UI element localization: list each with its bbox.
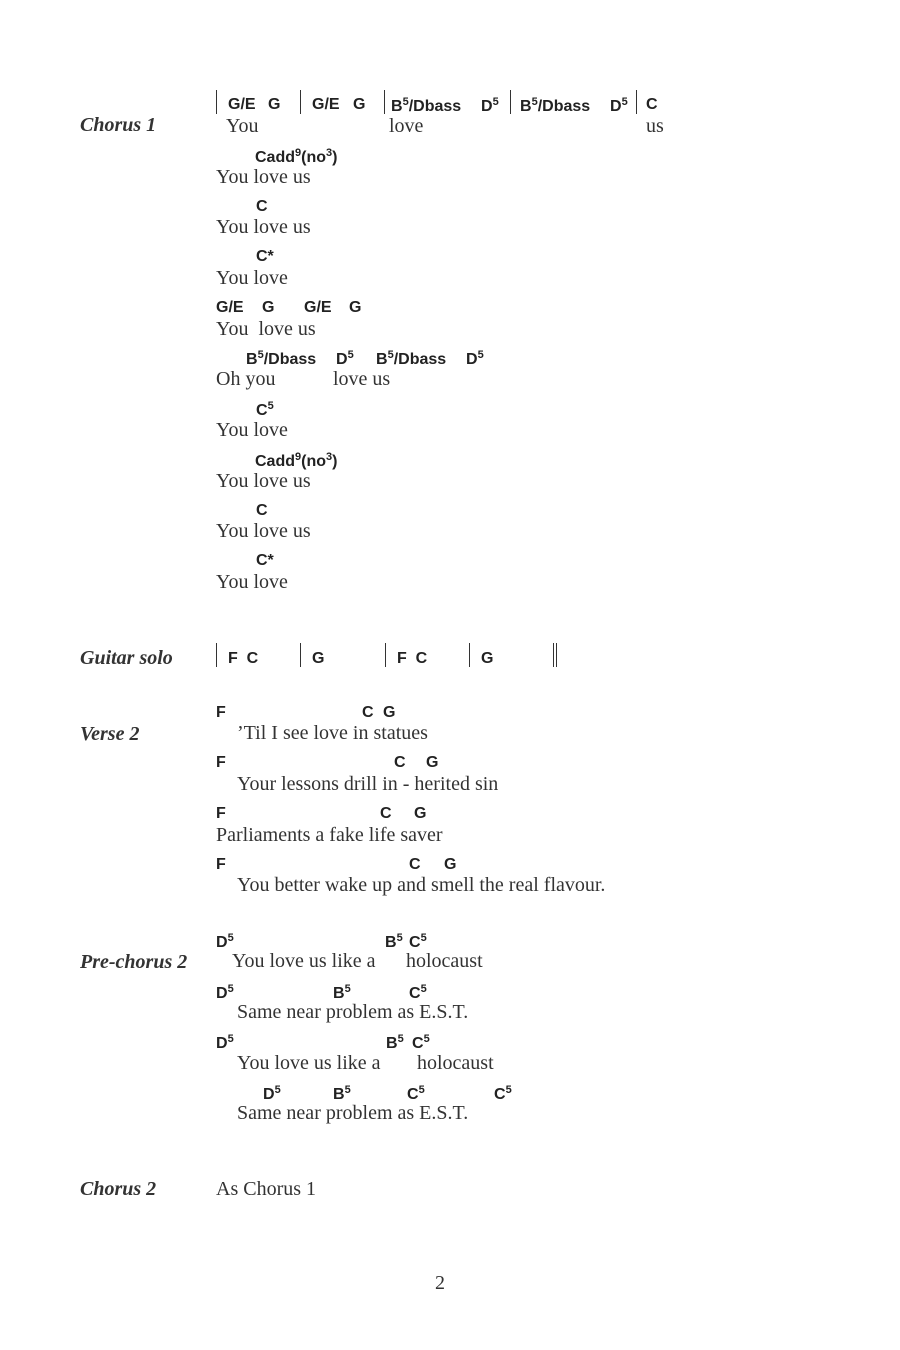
section-label-chorus-1: Chorus 1 bbox=[80, 114, 157, 136]
chord-bar: F C bbox=[397, 650, 428, 667]
chord-bar: G bbox=[481, 650, 494, 667]
chord-b5: $B^5$ bbox=[385, 932, 403, 951]
chord-b5-dbass: $B^5$/Dbass bbox=[520, 96, 591, 115]
lyric-line: Same near problem as E.S.T. bbox=[237, 1102, 469, 1124]
chord-c5: $C^5$ bbox=[412, 1033, 430, 1052]
lyric: Oh you bbox=[216, 368, 276, 390]
lyric-line: ’Til I see love in statues bbox=[237, 722, 428, 744]
chord: C bbox=[256, 502, 268, 519]
chord: F bbox=[216, 805, 226, 822]
chord-bar: F C bbox=[228, 650, 259, 667]
chord: G bbox=[383, 704, 396, 721]
lyric-line: You love bbox=[216, 267, 288, 289]
chord-d5: $D^5$ bbox=[336, 349, 354, 368]
chord-d5: $D^5$ bbox=[481, 96, 499, 115]
lyric: us bbox=[646, 115, 664, 137]
chord-bar: G bbox=[312, 650, 325, 667]
chord: G bbox=[262, 299, 275, 316]
chord: G bbox=[353, 96, 366, 113]
section-label-verse-2: Verse 2 bbox=[80, 723, 140, 745]
chord: C* bbox=[256, 552, 274, 569]
chord: C bbox=[409, 856, 421, 873]
section-label-guitar-solo: Guitar solo bbox=[80, 647, 173, 669]
lyric-line: Your lessons drill in - herited sin bbox=[237, 773, 499, 795]
bar-line bbox=[385, 643, 386, 667]
lyric-line: You love us bbox=[216, 166, 311, 188]
lyric-line: Parliaments a fake life saver bbox=[216, 824, 443, 846]
lyric-line: You love us bbox=[216, 470, 311, 492]
chord-c5: $C^5$ bbox=[494, 1084, 512, 1103]
bar-line bbox=[384, 90, 385, 114]
bar-line bbox=[636, 90, 637, 114]
chord-d5: $D^5$ bbox=[216, 932, 234, 951]
chord-b5: $B^5$ bbox=[386, 1033, 404, 1052]
bar-line bbox=[300, 90, 301, 114]
chord: F bbox=[216, 704, 226, 721]
bar-line bbox=[216, 643, 217, 667]
chord-d5: $D^5$ bbox=[263, 1084, 281, 1103]
chord: C bbox=[362, 704, 374, 721]
lyric: love us bbox=[333, 368, 391, 390]
chord-b5: $B^5$ bbox=[333, 1084, 351, 1103]
chord: C bbox=[394, 754, 406, 771]
lyric-line: You better wake up and smell the real flavour. bbox=[237, 874, 606, 896]
chord-b5-dbass: $B^5$/Dbass bbox=[376, 349, 447, 368]
chord-d5: $D^5$ bbox=[216, 1033, 234, 1052]
chord-b5-dbass: $B^5$/Dbass bbox=[391, 96, 462, 115]
chord: C bbox=[646, 96, 658, 113]
chord: G bbox=[349, 299, 362, 316]
lyric-line: You love us bbox=[216, 520, 311, 542]
bar-line bbox=[510, 90, 511, 114]
chord: C bbox=[380, 805, 392, 822]
final-bar-line bbox=[553, 643, 557, 667]
chord: C bbox=[256, 198, 268, 215]
chord: G bbox=[444, 856, 457, 873]
chord: C* bbox=[256, 248, 274, 265]
chord-d5: $D^5$ bbox=[610, 96, 628, 115]
chord: G/E bbox=[312, 96, 340, 113]
chord-cadd9-no3: $Cadd^9(no^3)$ bbox=[255, 451, 338, 470]
chord-d5: $D^5$ bbox=[466, 349, 484, 368]
lyric: holocaust bbox=[406, 950, 483, 972]
chord-c5: $C^5$ bbox=[409, 983, 427, 1002]
section-label-chorus-2: Chorus 2 bbox=[80, 1178, 157, 1200]
lyric-line: Same near problem as E.S.T. bbox=[237, 1001, 469, 1023]
chord: G/E bbox=[228, 96, 256, 113]
lyric: love bbox=[389, 115, 424, 137]
lyric-line: You love bbox=[216, 419, 288, 441]
chord: G/E bbox=[216, 299, 244, 316]
chorus-2-instruction: As Chorus 1 bbox=[216, 1178, 317, 1200]
chord: G/E bbox=[304, 299, 332, 316]
chord-b5-dbass: $B^5$/Dbass bbox=[246, 349, 317, 368]
lyric-line: You love us bbox=[216, 216, 311, 238]
chord: F bbox=[216, 856, 226, 873]
bar-line bbox=[469, 643, 470, 667]
lyric-line: You love us bbox=[216, 318, 316, 340]
bar-line bbox=[300, 643, 301, 667]
lyric: You love us like a bbox=[232, 950, 376, 972]
lyric: You love us like a bbox=[237, 1052, 381, 1074]
lyric: You bbox=[226, 115, 259, 137]
lyric-line: You love bbox=[216, 571, 288, 593]
chord-b5: $B^5$ bbox=[333, 983, 351, 1002]
lyric: holocaust bbox=[417, 1052, 494, 1074]
bar-line bbox=[216, 90, 217, 114]
chord-c5: $C^5$ bbox=[256, 400, 274, 419]
chord-cadd9-no3: $Cadd^9(no^3)$ bbox=[255, 147, 338, 166]
chord-d5: $D^5$ bbox=[216, 983, 234, 1002]
chord: G bbox=[414, 805, 427, 822]
chord: F bbox=[216, 754, 226, 771]
chord: G bbox=[426, 754, 439, 771]
page-number: 2 bbox=[435, 1272, 445, 1294]
section-label-pre-chorus-2: Pre-chorus 2 bbox=[80, 951, 188, 973]
chord-c5: $C^5$ bbox=[407, 1084, 425, 1103]
chord: G bbox=[268, 96, 281, 113]
chord-c5: $C^5$ bbox=[409, 932, 427, 951]
